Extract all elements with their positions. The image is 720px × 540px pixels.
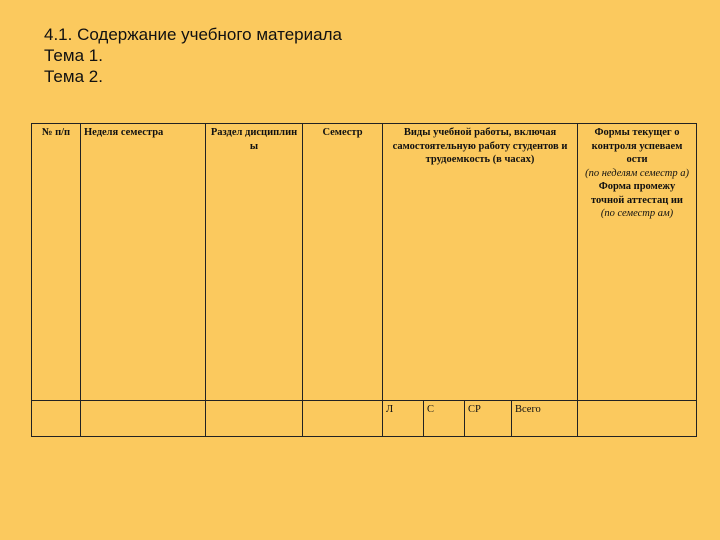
subheader-total: Всего (512, 401, 578, 437)
table-cell (81, 401, 206, 437)
subheader-l: Л (383, 401, 424, 437)
header-work-types: Виды учебной работы, включая самостоятельную работу студентов и трудоемкость (в часах) (383, 124, 578, 401)
curriculum-table (31, 123, 697, 437)
header-section: Раздел дисциплин ы (206, 124, 303, 401)
header-forms (578, 124, 697, 401)
forms-intermediate: Форма промежу точной аттестац ии (591, 181, 683, 206)
forms-by-weeks: (по неделям семестр а) (585, 167, 689, 179)
table-header-row (32, 124, 697, 401)
table-cell (578, 401, 697, 437)
forms-current-control: Формы текущег о контроля успеваем ости (591, 127, 683, 165)
header-num: № п/п (32, 124, 81, 401)
table-subheader-row (32, 401, 697, 437)
header-semester: Семестр (303, 124, 383, 401)
subheader-sr: СР (465, 401, 512, 437)
header-week: Неделя семестра (81, 124, 206, 401)
table-cell (32, 401, 81, 437)
heading-line-2: Тема 1. (44, 46, 103, 65)
heading-line-3: Тема 2. (44, 67, 103, 86)
table-cell (303, 401, 383, 437)
subheader-s: С (424, 401, 465, 437)
heading-line-1: 4.1. Содержание учебного материала (44, 25, 342, 44)
forms-by-semesters: (по семестр ам) (600, 208, 674, 219)
section-heading (44, 24, 342, 87)
table-cell (206, 401, 303, 437)
